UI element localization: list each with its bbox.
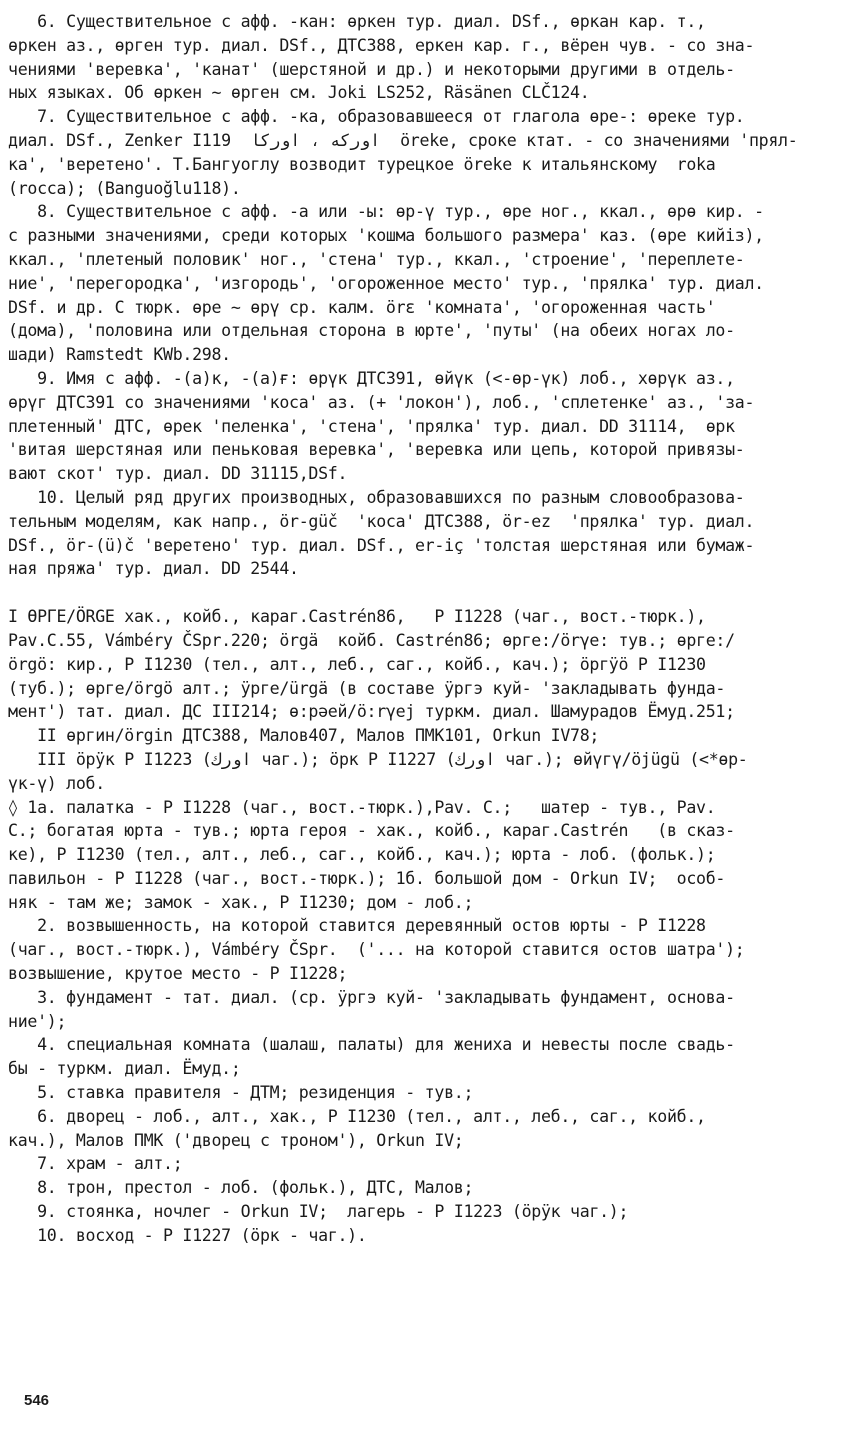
text-line: ◊ 1а. палатка - P I1228 (чаг., вост.-тюрк.),Pav. C.; шатер - тув., Pav. <box>8 797 716 817</box>
text-line: ккал., 'плетеный половик' ног., 'стена' тур., ккал., 'строение', 'переплете- <box>8 249 745 269</box>
text-line: мент') тат. диал. ДС III214; ө:рәей/ö:rγej туркм. диал. Шамурадов Ёмуд.251; <box>8 702 735 722</box>
text-line: 9. Имя с афф. -(а)к, -(а)ғ: өрүк ДТС391, өйүк (<-өр-үк) лоб., хөрүк аз., <box>8 368 735 388</box>
text-line: DSf. и др. С тюрк. өре ~ өрү ср. калм. örε 'комната', 'огороженная часть' <box>8 297 716 317</box>
text-line: өрүг ДТС391 со значениями 'коса' аз. (+ 'локон'), лоб., 'сплетенке' аз., 'за- <box>8 392 755 412</box>
text-line: шади) Ramstedt KWb.298. <box>8 345 231 365</box>
text-line: диал. DSf., Zenker I119 اوركه ، اوركا öreke, сроке ктат. - со значениями 'прял- <box>8 130 798 150</box>
text-line: 5. ставка правителя - ДТМ; резиденция - тув.; <box>8 1083 474 1103</box>
text-line: Pav.C.55, Vámbéry ČSpr.220; örgä койб. Castrén86; өрге:/örγe: тув.; өрге:/ <box>8 630 735 650</box>
text-line: 10. восход - P I1227 (öрк - чаг.). <box>8 1225 367 1245</box>
text-line: ка', 'веретено'. Т.Бангуоглу возводит турецкое öreke к итальянскому roka <box>8 154 716 174</box>
text-line: 6. Существительное с афф. -кан: өркен тур. диал. DSf., өркан кар. т., <box>8 12 706 31</box>
text-line: ке), P I1230 (тел., алт., леб., саг., койб., кач.); юрта - лоб. (фольк.); <box>8 845 716 865</box>
text-line: C.; богатая юрта - тув.; юрта героя - хак., койб., караг.Castrén (в сказ- <box>8 821 735 841</box>
text-line: 9. стоянка, ночлег - Orkun IV; лагерь - P I1223 (öрÿк чаг.); <box>8 1202 629 1222</box>
text-line: вают скот' тур. диал. DD 31115,DSf. <box>8 464 348 484</box>
text-line: 'витая шерстяная или пеньковая веревка', 'веревка или цепь, которой привязы- <box>8 440 745 460</box>
entry-section <box>8 605 850 1248</box>
text-line: ние', 'перегородка', 'изгородь', 'огороженное место' тур., 'прялка' тур. диал. <box>8 273 764 293</box>
text-line: ная пряжа' тур. диал. DD 2544. <box>8 559 299 579</box>
page-number: 546 <box>24 1392 50 1409</box>
text-line: 2. возвышенность, на которой ставится деревянный остов юрты - P I1228 <box>8 916 706 936</box>
text-line: плетенный' ДТС, өрек 'пеленка', 'стена', 'прялка' тур. диал. DD 31114, өрк <box>8 416 735 436</box>
text-line: бы - туркм. диал. Ёмуд.; <box>8 1059 241 1079</box>
text-line: I ӨРГЕ/ÖRGE хак., койб., караг.Castrén86, P I1228 (чаг., вост.-тюрк.), <box>8 607 706 627</box>
text-line: с разными значениями, среди которых 'кошма большого размера' каз. (өре кийiз), <box>8 226 764 246</box>
text-line: чениями 'веревка', 'канат' (шерстяной и др.) и некоторыми другими в отдель- <box>8 59 735 79</box>
text-line: 8. Существительное с афф. -а или -ы: өр-ү тур., өре ног., ккал., өрө кир. - <box>8 202 764 222</box>
text-line: үк-ү) лоб. <box>8 773 105 793</box>
text-line: өркен аз., өрген тур. диал. DSf., ДТС388, еркен кар. г., вёрен чув. - со зна- <box>8 35 755 55</box>
section-gap <box>8 581 850 605</box>
text-line: (rocca); (Banguoğlu118). <box>8 178 241 198</box>
text-line: 6. дворец - лоб., алт., хак., P I1230 (тел., алт., леб., саг., койб., <box>8 1106 706 1126</box>
text-line: тельным моделям, как напр., ör-güč 'коса' ДТС388, ör-ez 'прялка' тур. диал. <box>8 511 755 531</box>
text-line: DSf., ör-(ü)č 'веретено' тур. диал. DSf., er-iç 'толстая шерстяная или бумаж- <box>8 535 755 555</box>
text-line: III öрÿк P I1223 (اورك чаг.); öрк P I1227 (اورك чаг.); өйүгү/öjügü (<*өр- <box>8 749 748 769</box>
text-line: (чаг., вост.-тюрк.), Vámbéry ČSpr. ('... на которой ставится остов шатра'); <box>8 940 745 960</box>
text-line: ных языках. Об өркен ~ өрген см. Joki LS252, Räsänen CLČ124. <box>8 83 590 103</box>
text-line: (туб.); өрге/örgö алт.; ӱрге/ürgä (в составе ӱргэ куй- 'закладывать фунда- <box>8 678 726 698</box>
derivatives-section <box>8 10 850 581</box>
text-line: 10. Целый ряд других производных, образовавшихся по разным словообразова- <box>8 487 745 507</box>
text-line: II өргин/örgin ДТС388, Малов407, Малов ПМК101, Orkun IV78; <box>8 726 600 746</box>
text-line: кач.), Малов ПМК ('дворец с троном'), Orkun IV; <box>8 1130 464 1150</box>
text-line: павильон - P I1228 (чаг., вост.-тюрк.); 1б. большой дом - Orkun IV; особ- <box>8 868 726 888</box>
text-line: 7. Существительное с афф. -ка, образовавшееся от глагола өре-: өреке тур. <box>8 107 745 127</box>
text-line: 4. специальная комната (шалаш, палаты) для жениха и невесты после свадь- <box>8 1035 735 1055</box>
text-line: ние'); <box>8 1011 67 1031</box>
text-line: 8. трон, престол - лоб. (фольк.), ДТС, Малов; <box>8 1178 474 1198</box>
text-line: 7. храм - алт.; <box>8 1154 183 1174</box>
text-line: (дома), 'половина или отдельная сторона в юрте', 'путы' (на обеих ногах ло- <box>8 321 735 341</box>
text-line: 3. фундамент - тат. диал. (ср. ӱргэ куй- 'закладывать фундамент, основа- <box>8 987 735 1007</box>
text-line: возвышение, крутое место - P I1228; <box>8 964 348 984</box>
text-line: örgö: кир., P I1230 (тел., алт., леб., саг., койб., кач.); öргÿö P I1230 <box>8 654 706 674</box>
text-line: няк - там же; замок - хак., P I1230; дом - лоб.; <box>8 892 474 912</box>
